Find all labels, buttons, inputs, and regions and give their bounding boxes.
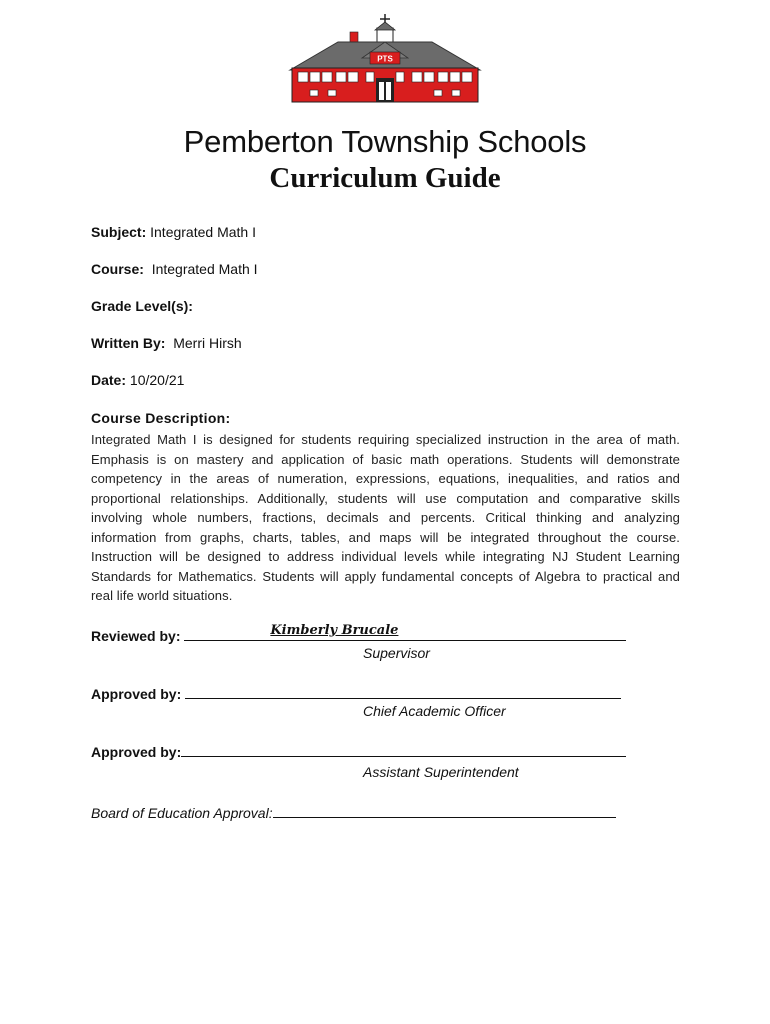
logo-sign-text: PTS	[377, 54, 393, 64]
schoolhouse-logo-icon	[288, 12, 482, 104]
course-value: Integrated Math I	[151, 261, 258, 277]
board-approval-line	[91, 803, 616, 821]
written-by-label: Written By:	[91, 335, 166, 351]
subject-field	[91, 224, 256, 240]
reviewed-by-label: Reviewed by:	[91, 628, 181, 644]
course-description-heading: Course Description:	[91, 410, 231, 426]
approved-by-line-1	[91, 684, 621, 702]
approved-by-signature-line-2[interactable]	[181, 742, 626, 757]
reviewer-role: Supervisor	[363, 645, 430, 661]
course-label: Course:	[91, 261, 144, 277]
date-value: 10/20/21	[129, 372, 185, 388]
reviewed-by-line	[91, 623, 626, 644]
reviewed-by-signature-line[interactable]	[184, 623, 626, 641]
date-field	[91, 372, 184, 388]
school-name: Pemberton Township Schools	[183, 124, 587, 159]
reviewer-signature: Kimberly Brucale	[270, 623, 399, 638]
subject-label: Subject:	[91, 224, 147, 240]
grade-label: Grade Level(s):	[91, 298, 193, 314]
board-approval-label: Board of Education Approval:	[91, 805, 273, 821]
course-field	[91, 261, 258, 277]
approver-1-role: Chief Academic Officer	[363, 703, 506, 719]
approved-by-line-2	[91, 742, 626, 760]
course-description-text: Integrated Math I is designed for students requiring specialized instruction in the area of math. Emphasis is on mastery and application of basic math operations. Students will demonstrate competency in the areas of numeration, expressions, equations, inequalities, and ratios and proportional relationships. Additionally, students will use computation and comparative skills involving whole numbers, fractions, decimals and percents. Critical thinking and analyzing information from graphs, charts, tables, and maps will be integrated throughout the course. Instruction will be designed to address individual levels while integrating NJ Student Learning Standards for Mathematics. Students will apply fundamental concepts of Algebra to practical and real life world situations.	[91, 432, 680, 603]
written-by-value: Merri Hirsh	[173, 335, 242, 351]
written-by-field	[91, 335, 242, 351]
board-approval-signature-line[interactable]	[273, 803, 616, 818]
subject-value: Integrated Math I	[150, 224, 256, 240]
approved-by-label-2: Approved by:	[91, 744, 182, 760]
approved-by-label-1: Approved by:	[91, 686, 182, 702]
approved-by-signature-line-1[interactable]	[185, 684, 621, 699]
grade-field	[91, 298, 193, 314]
document-title: Curriculum Guide	[269, 162, 501, 194]
approver-2-role: Assistant Superintendent	[363, 764, 519, 780]
date-label: Date:	[91, 372, 127, 388]
